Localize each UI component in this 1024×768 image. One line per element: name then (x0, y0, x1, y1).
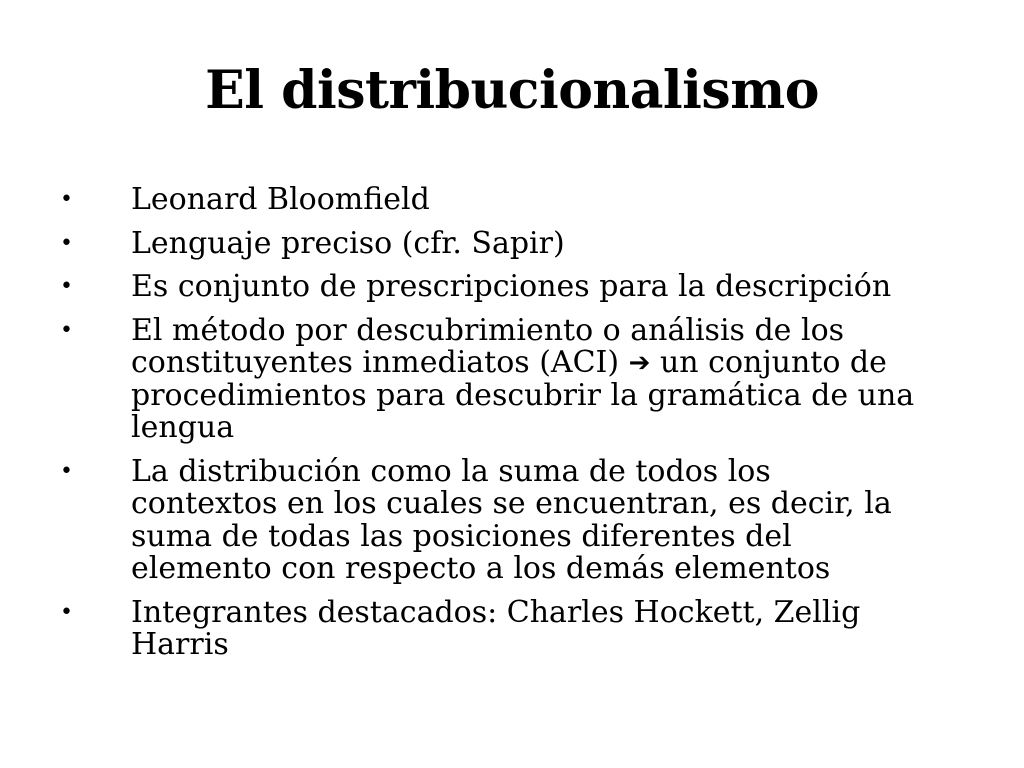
bullet-line: lengua (131, 410, 235, 445)
bullet-line: Harris (131, 627, 229, 662)
bullet-icon: • (60, 317, 73, 343)
arrow-right-icon: ➔ (628, 348, 651, 378)
slide-title: El distribucionalismo (205, 60, 819, 121)
bullet-item-prescripciones (60, 271, 980, 304)
bullet-line: El método por descubrimiento o análisis de los (131, 312, 845, 348)
bullet-text (131, 225, 980, 261)
bullet-icon: • (60, 599, 73, 625)
bullet-line: Lenguaje preciso (cfr. Sapir) (131, 225, 565, 261)
bullet-line-segment: un conjunto de (650, 345, 887, 380)
bullet-text (131, 312, 980, 445)
bullet-text (131, 184, 980, 217)
bullet-icon: • (60, 187, 73, 212)
bullet-item-metodo (60, 312, 980, 445)
bullet-line: Leonard Bloomfield (131, 182, 430, 217)
bullet-line: suma de todas las posiciones diferentes del (131, 518, 792, 554)
bullet-line: Integrantes destacados: Charles Hockett, Zellig (131, 594, 861, 630)
bullet-icon: • (60, 274, 73, 299)
bullet-item-integrantes (60, 594, 980, 662)
bullet-icon: • (60, 458, 73, 484)
bullet-line: elemento con respecto a los demás elementos (131, 551, 831, 586)
bullet-text (131, 453, 980, 586)
bullet-line: contextos en los cuales se encuentran, es decir, la (131, 486, 892, 521)
bullet-text (131, 271, 980, 304)
bullet-line: procedimientos para descubrir la gramática de una (131, 377, 915, 413)
bullet-line: Es conjunto de prescripciones para la descripción (131, 269, 892, 304)
bullet-line-with-arrow (131, 347, 980, 380)
bullet-item-bloomfield (60, 184, 980, 217)
bullet-line: La distribución como la suma de todos los (131, 453, 771, 489)
bullet-line-segment: constituyentes inmediatos (ACI) (131, 345, 629, 380)
bullet-list (60, 184, 980, 673)
bullet-text (131, 594, 980, 662)
bullet-icon: • (60, 230, 73, 256)
bullet-item-distribucion (60, 453, 980, 586)
bullet-item-lenguaje (60, 225, 980, 261)
